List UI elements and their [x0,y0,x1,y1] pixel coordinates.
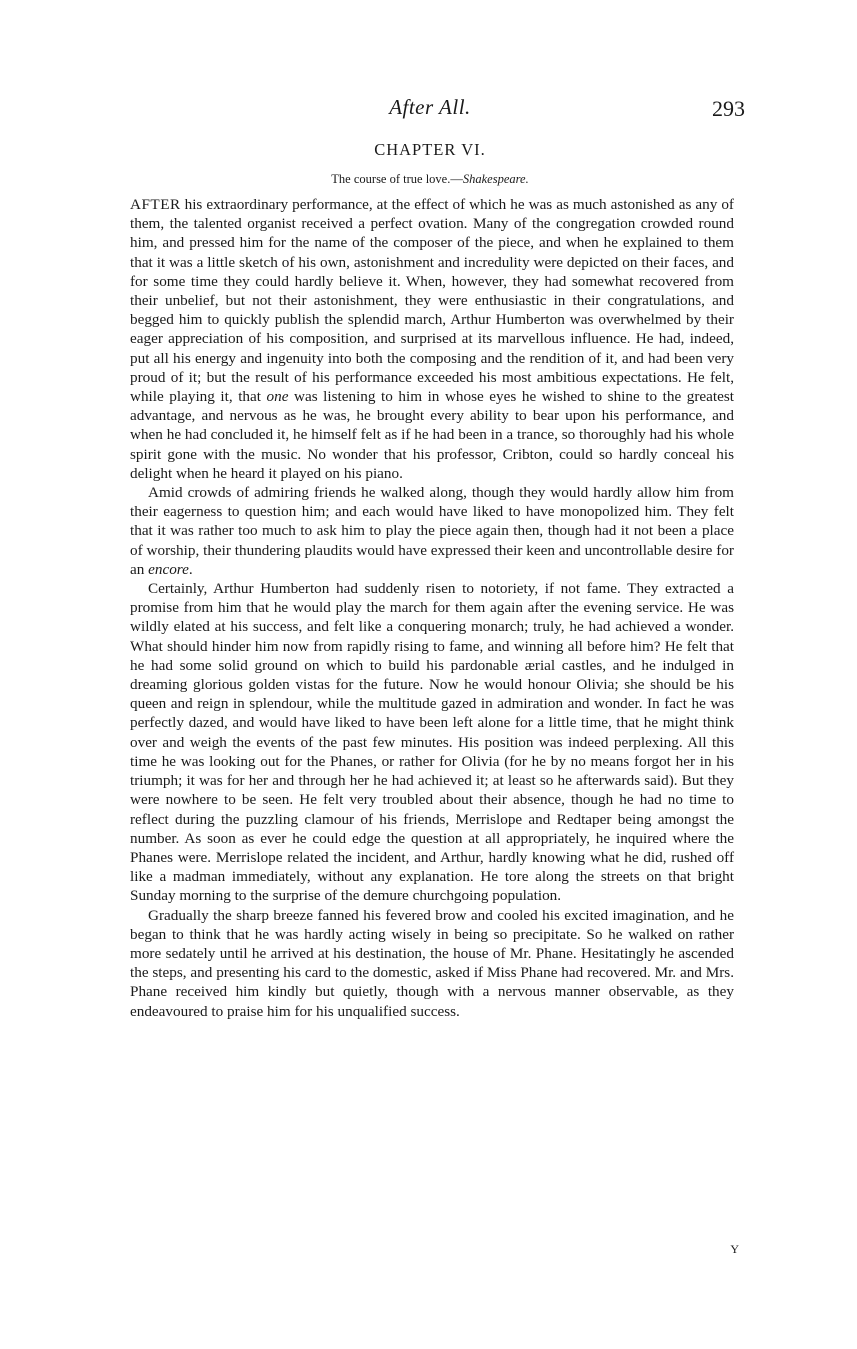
italic-run: encore [148,560,189,578]
chapter-body [130,195,734,1021]
text-run: . [188,560,193,578]
lead-word: AFTER [130,196,181,213]
text-run: was listening to him in whose eyes he wished to shine to the greatest advantage, and nervous as he was, he brought every ability to bear upon his performance, and when he had concluded it, he himself felt as if he had been in a trance, so thoroughly had his whole spirit gone with the music. No wonder that his professor, Cribton, could so hardly conceal his delight when he heard it played on his piano. [130,388,734,482]
text-run: Gradually the sharp breeze fanned his fevered brow and cooled his excited imagination, and he began to think that he was hardly acting wisely in being so precipitate. So he walked on rather more sedately until he arrived at his destination, the house of Mr. Phane. Hesitatingly he ascended the steps, and presenting his card to the domestic, asked if Miss Phane had recovered. Mr. and Mrs. Phane received him kindly but quietly, though with a nervous manner observable, as they endeavoured to praise him for his unqualified success. [130,906,734,1020]
epigraph [130,172,730,187]
epigraph-source: Shakespeare. [462,172,529,186]
signature-mark: Y [730,1242,739,1256]
text-run: Certainly, Arthur Humberton had suddenly risen to notoriety, if not fame. They extracted a promise from him that he would play the march for them again after the evening service. He was wildly elated at his success, and felt like a conquering monarch; truly, he had achieved a wonder. What should hinder him now from rapidly rising to fame, and winning all before him? He felt that he had some solid ground on which to build his pardonable ærial castles, and he indulged in dreaming glorious golden vistas for the future. Now he would honour Olivia; she should be his queen and reign in splendour, while the multitude gazed in admiration and wonder. In fact he was perfectly dazed, and would have liked to have been left alone for a little time, that he might think over and weigh the events of the past few minutes. His position was indeed perplexing. All this time he was looking out for the Phanes, or rather for Olivia (for he by no means forgot her in his triumph; it was for her and through her he had achieved it; at least so he afterwards said). But they were nowhere to be seen. He felt very troubled about their absence, though he had no time to reflect during the puzzling clamour of his friends, Merrislope and Redtaper being amongst the number. As soon as ever he could edge the question at all appropriately, he inquired where the Phanes were. Merrislope related the incident, and Arthur, hardly knowing what he did, rushed off like a madman immediately, without any explanation. He tore along the streets on that bright Sunday morning to the surprise of the demure churchgoing population. [130,580,734,905]
paragraph [130,906,734,1021]
page-number: 293 [712,96,745,121]
epigraph-text: The course of true love.— [331,172,463,186]
chapter-title: CHAPTER VI. [374,140,486,159]
paragraph [130,195,734,483]
running-title: After All. [389,95,471,119]
paragraph [130,579,734,905]
italic-run: one [266,388,289,406]
text-run: Amid crowds of admiring friends he walked along, though they would hardly allow him from their eagerness to question him; and each would have liked to have monopolized him. They felt that it was rather too much to ask him to play the piece again then, though had it not been a place of worship, their thundering plaudits would have expressed their keen and uncontrollable desire for an [130,484,734,578]
paragraph [130,483,734,579]
text-run: his extraordinary performance, at the effect of which he was as much astonished as any of them, the talented organist received a perfect ovation. Many of the congregation crowded round him, and pressed him for the name of the composer of the piece, and when he explained to them that it was a little sketch of his own, astonishment and incredulity were depicted on their faces, and for some time they could hardly believe it. When, however, they had somewhat recovered from their unbelief, but not their astonishment, they were enthusiastic in their congratulations, and begged him to quickly publish the splendid march, Arthur Humberton was overwhelmed by their eager appreciation of his composition, and surprised at its marvellous influence. He had, indeed, put all his energy and ingenuity into both the composing and the rendition of it, and had been very proud of it; but the result of his performance exceeded his most ambitious expectations. He felt, while playing it, that [130,196,734,406]
